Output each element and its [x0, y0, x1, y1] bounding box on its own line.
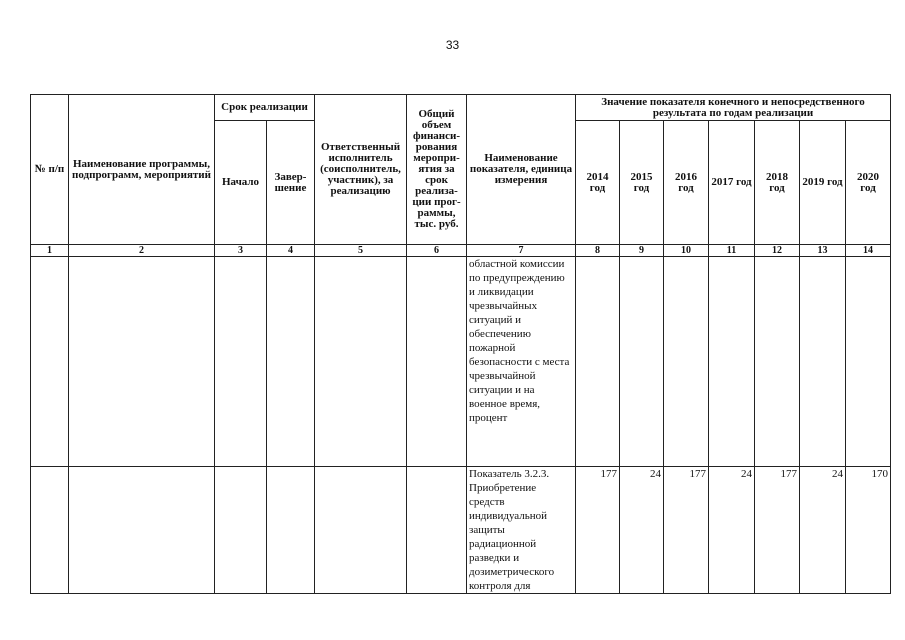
column-number: 5 — [315, 245, 407, 257]
cell-value: 177 — [664, 467, 709, 594]
cell-value — [576, 257, 620, 467]
col-header-year: 2018 год — [755, 121, 800, 245]
col-header-num: № п/п — [31, 95, 69, 245]
col-header-year: 2020 год — [846, 121, 891, 245]
col-header-year: 2019 год — [800, 121, 846, 245]
column-number: 8 — [576, 245, 620, 257]
cell-end — [267, 257, 315, 467]
header-row-1 — [31, 95, 891, 121]
column-number: 11 — [709, 245, 755, 257]
table-row — [31, 257, 891, 467]
col-header-name: Наименование программы, подпрограмм, мероприятий — [69, 95, 215, 245]
cell-name — [69, 257, 215, 467]
col-header-year: 2017 год — [709, 121, 755, 245]
cell-indicator: областной комиссии по предупреждению и ликвидации чрезвычайных ситуаций и обеспечению пожарной безопасности с места чрезвычайной ситуации и на военное время, процент — [467, 257, 576, 467]
column-number: 13 — [800, 245, 846, 257]
cell-num — [31, 467, 69, 594]
table-row — [31, 467, 891, 594]
cell-name — [69, 467, 215, 594]
column-number-row — [31, 245, 891, 257]
column-number: 14 — [846, 245, 891, 257]
cell-value — [800, 257, 846, 467]
col-header-responsible: Ответственный исполнитель (соисполнитель, участник), за реализацию — [315, 95, 407, 245]
cell-value — [755, 257, 800, 467]
cell-start — [215, 467, 267, 594]
column-number: 10 — [664, 245, 709, 257]
column-number: 6 — [407, 245, 467, 257]
col-header-term: Срок реализации — [215, 95, 315, 121]
cell-value: 177 — [576, 467, 620, 594]
column-number: 2 — [69, 245, 215, 257]
col-header-indicator: Наименование показателя, единица измерения — [467, 95, 576, 245]
column-number: 3 — [215, 245, 267, 257]
cell-responsible — [315, 257, 407, 467]
cell-value: 24 — [709, 467, 755, 594]
cell-num — [31, 257, 69, 467]
cell-end — [267, 467, 315, 594]
cell-value — [664, 257, 709, 467]
cell-value — [620, 257, 664, 467]
column-number: 9 — [620, 245, 664, 257]
cell-start — [215, 257, 267, 467]
col-header-end: Завер-шение — [267, 121, 315, 245]
cell-indicator: Показатель 3.2.3. Приобретение средств индивидуальной защиты радиационной разведки и дозиметрического контроля для — [467, 467, 576, 594]
cell-value: 170 — [846, 467, 891, 594]
column-number: 4 — [267, 245, 315, 257]
col-header-year: 2016 год — [664, 121, 709, 245]
cell-value: 24 — [800, 467, 846, 594]
col-header-year: 2015 год — [620, 121, 664, 245]
col-header-values-group: Значение показателя конечного и непосредственного результата по годам реализации — [576, 95, 891, 121]
cell-finance — [407, 467, 467, 594]
program-table — [30, 94, 891, 594]
cell-value — [709, 257, 755, 467]
cell-value: 177 — [755, 467, 800, 594]
column-number: 7 — [467, 245, 576, 257]
cell-value: 24 — [620, 467, 664, 594]
cell-finance — [407, 257, 467, 467]
cell-responsible — [315, 467, 407, 594]
column-number: 12 — [755, 245, 800, 257]
column-number: 1 — [31, 245, 69, 257]
col-header-start: Начало — [215, 121, 267, 245]
page-number: 33 — [445, 38, 460, 52]
cell-value — [846, 257, 891, 467]
col-header-year: 2014 год — [576, 121, 620, 245]
col-header-finance: Общий объем финанси-рования меропри-ятия за срок реализа-ции прог-раммы, тыс. руб. — [407, 95, 467, 245]
